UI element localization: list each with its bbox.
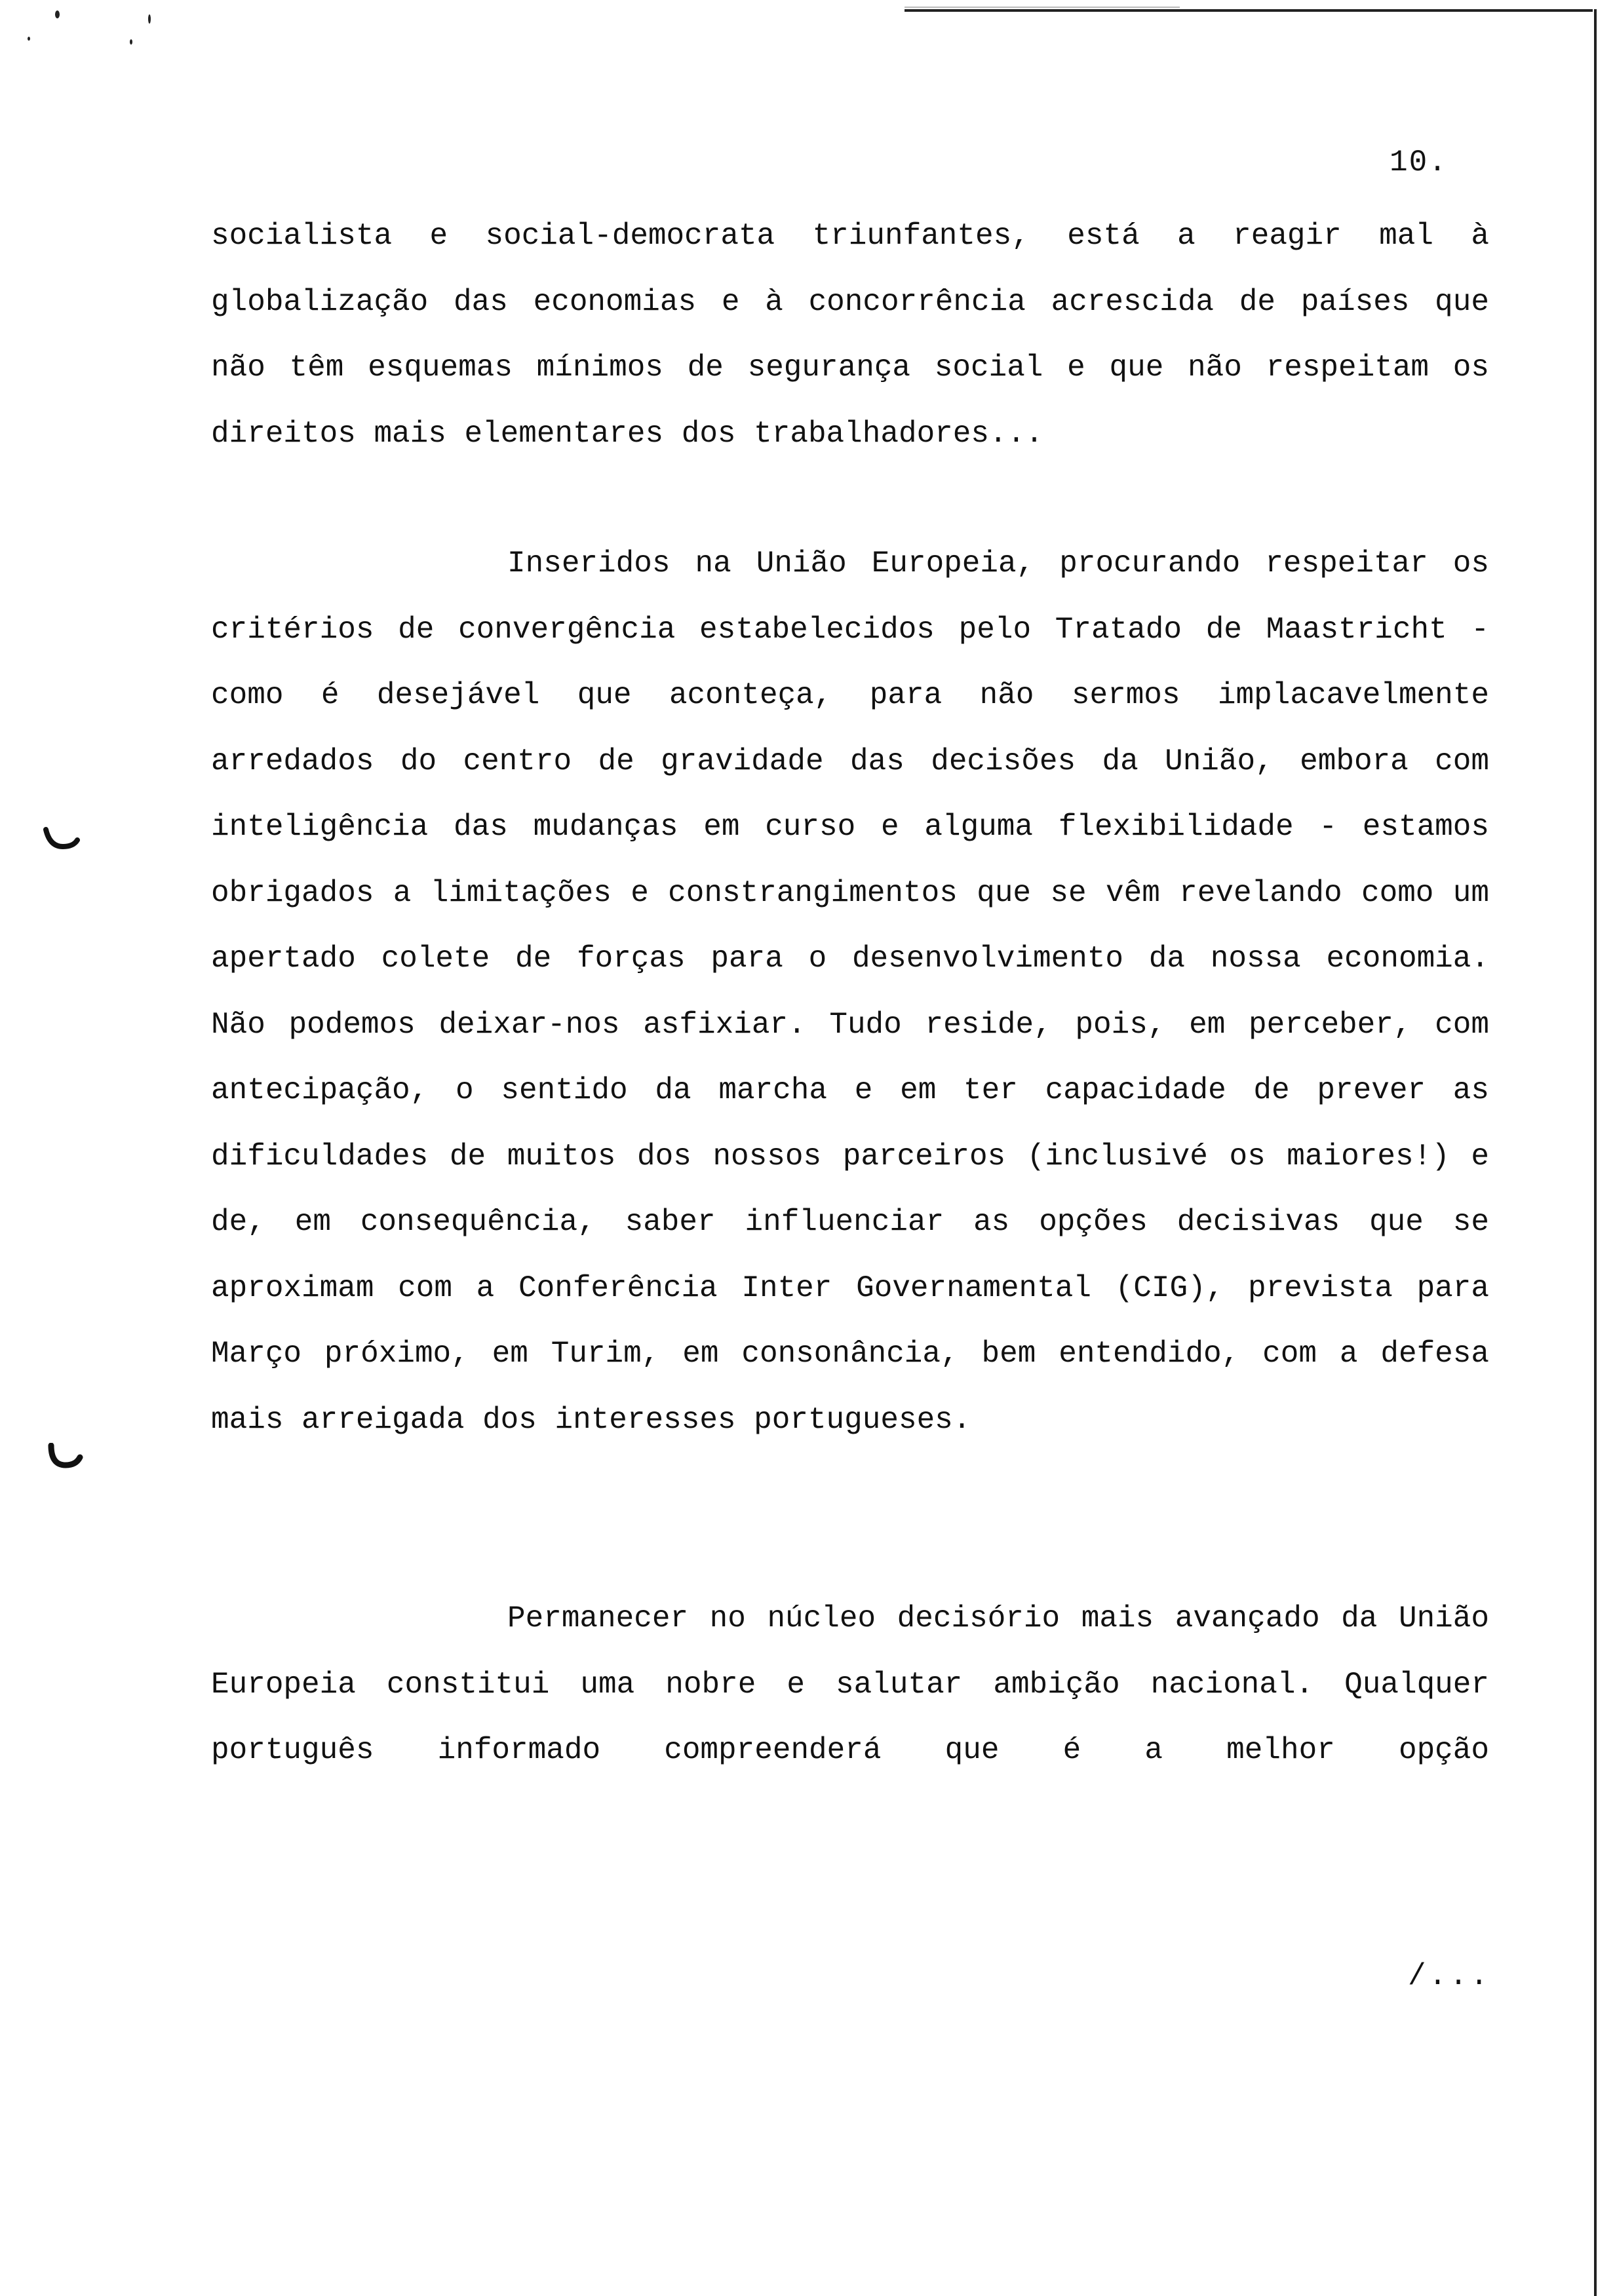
scan-speck: [55, 10, 60, 18]
body-paragraph-1: socialista e social-democrata triunfantes, está a reagir mal à globalização das economias e à concorrência acrescida de países que não têm esquemas mínimos de segurança social e que não respeitam os direitos mais elementares dos trabalhadores...: [211, 219, 1489, 451]
body-paragraph-3: Permanecer no núcleo decisório mais avançado da União Europeia constitui uma nobre e salutar ambição nacional. Qualquer português informado compreenderá que é a melhor opção: [211, 1601, 1489, 1767]
scan-speck: [148, 14, 151, 24]
body-paragraph-2: Inseridos na União Europeia, procurando respeitar os critérios de convergência estabelecidos pelo Tratado de Maastricht - como é desejável que aconteça, para não sermos implacavelmente arredados do centro de gravidade das decisões da União, embora com inteligência das mudanças em curso e alguma flexibilidade - estamos obrigados a limitações e constrangimentos que se vêm revelando como um apertado colete de forças para o desenvolvimento da nossa economia. Não podemos deixar-nos asfixiar. Tudo reside, pois, em perceber, com antecipação, o sentido da marcha e em ter capacidade de prever as dificuldades de muitos dos nossos parceiros (inclusivé os maiores!) e de, em consequência, saber influenciar as opções decisivas que se aproximam com a Conferência Inter Governamental (CIG), prevista para Março próximo, em Turim, em consonância, bem entendido, com a defesa mais arreigada dos interesses portugueses.: [211, 546, 1489, 1437]
punch-hole-shadow: [47, 1443, 84, 1465]
scan-edge-line-top: [905, 9, 1593, 12]
scan-speck: [28, 37, 30, 41]
scan-edge-line-right: [1594, 9, 1597, 2296]
punch-hole-shadow: [43, 827, 80, 849]
scan-edge-line-faint: [905, 7, 1180, 8]
scan-speck: [130, 39, 132, 45]
continuation-mark: /...: [1408, 1959, 1491, 1993]
page-number: 10.: [1390, 145, 1448, 180]
